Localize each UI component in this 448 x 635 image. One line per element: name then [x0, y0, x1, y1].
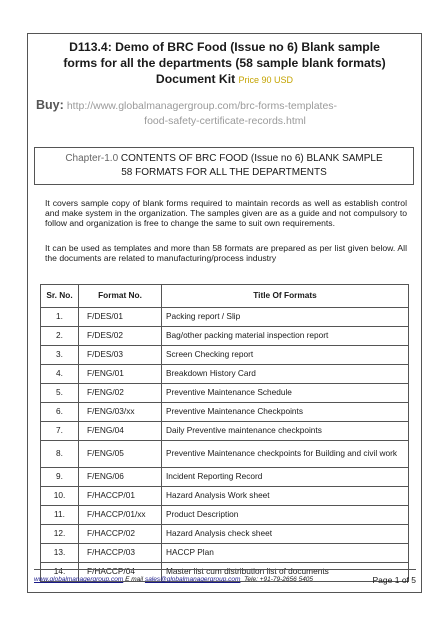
table-row	[41, 487, 409, 506]
cell-sr-no: 3.	[41, 346, 79, 365]
cell-sr-no: 10.	[41, 487, 79, 506]
cell-format-no: F/ENG/06	[79, 468, 162, 487]
cell-sr-no: 8.	[41, 441, 79, 468]
cell-format-no: F/ENG/01	[79, 365, 162, 384]
table-row	[41, 422, 409, 441]
table-row	[41, 468, 409, 487]
cell-format-no: F/HACCP/03	[79, 544, 162, 563]
buy-url-line-2[interactable]: food-safety-certificate-records.html	[144, 115, 306, 127]
cell-sr-no: 13.	[41, 544, 79, 563]
header-sr-no: Sr. No.	[41, 285, 79, 308]
table-row	[41, 544, 409, 563]
table-row	[41, 308, 409, 327]
cell-sr-no: 5.	[41, 384, 79, 403]
cell-sr-no: 14.	[41, 563, 79, 582]
cell-sr-no: 11.	[41, 506, 79, 525]
table-row	[41, 525, 409, 544]
chapter-heading-box	[34, 147, 414, 185]
cell-format-no: F/ENG/05	[79, 441, 162, 468]
cell-format-no: F/HACCP/02	[79, 525, 162, 544]
chapter-title-line-2: 58 FORMATS FOR ALL THE DEPARTMENTS	[121, 167, 327, 178]
cell-sr-no: 12.	[41, 525, 79, 544]
title-line-1: D113.4: Demo of BRC Food (Issue no 6) Blank sample	[69, 40, 380, 54]
cell-title: Breakdown History Card	[162, 365, 409, 384]
table-row	[41, 441, 409, 468]
table-row	[41, 403, 409, 422]
cell-format-no: F/DES/01	[79, 308, 162, 327]
title-line-2: forms for all the departments (58 sample blank formats)	[63, 56, 386, 70]
intro-paragraph-1: It covers sample copy of blank forms required to maintain records as well as establish control and make system in the organization. The samples given are as a guide and not compulsory to follow and organization is free to change the same to suit own requirements.	[45, 198, 407, 228]
footer-email-link[interactable]: sales@globalmanagergroup.com	[144, 576, 241, 583]
cell-sr-no: 7.	[41, 422, 79, 441]
table-body	[41, 308, 409, 582]
footer-telephone: Tele: +91-79-2656 5405	[244, 576, 314, 583]
buy-url-line-1[interactable]: http://www.globalmanagergroup.com/brc-forms-templates-	[66, 100, 338, 112]
cell-sr-no: 4.	[41, 365, 79, 384]
cell-title: Bag/other packing material inspection report	[162, 327, 409, 346]
cell-format-no: F/ENG/02	[79, 384, 162, 403]
cell-format-no: F/HACCP/04	[79, 563, 162, 582]
header-format-no: Format No.	[79, 285, 162, 308]
cell-title: Product Description	[162, 506, 409, 525]
cell-title: Incident Reporting Record	[162, 468, 409, 487]
buy-section	[36, 98, 414, 129]
title-line-3: Document Kit	[155, 72, 236, 86]
table-row	[41, 327, 409, 346]
table-row	[41, 506, 409, 525]
table-row	[41, 384, 409, 403]
price-tag: Price 90 USD	[238, 75, 294, 85]
cell-title: Screen Checking report	[162, 346, 409, 365]
footer-email-label: E mail	[125, 576, 144, 583]
intro-paragraph-2: It can be used as templates and more than 58 formats are prepared as per list given below. All the documents are related to manufacturing/process industry	[45, 243, 407, 263]
footer-website-link[interactable]: www.globalmanagergroup.com	[34, 576, 124, 583]
cell-format-no: F/HACCP/01/xx	[79, 506, 162, 525]
cell-sr-no: 1.	[41, 308, 79, 327]
cell-title: HACCP Plan	[162, 544, 409, 563]
cell-title: Packing report / Slip	[162, 308, 409, 327]
table-header-row	[41, 285, 409, 308]
page-footer	[34, 569, 416, 585]
cell-title: Preventive Maintenance Schedule	[162, 384, 409, 403]
cell-format-no: F/ENG/03/xx	[79, 403, 162, 422]
cell-sr-no: 9.	[41, 468, 79, 487]
cell-sr-no: 2.	[41, 327, 79, 346]
table-row	[41, 346, 409, 365]
cell-title: Preventive Maintenance Checkpoints	[162, 403, 409, 422]
formats-table	[40, 284, 409, 582]
cell-title: Preventive Maintenance checkpoints for Building and civil work	[162, 441, 409, 468]
cell-format-no: F/DES/03	[79, 346, 162, 365]
cell-format-no: F/HACCP/01	[79, 487, 162, 506]
buy-label: Buy:	[36, 98, 64, 112]
cell-format-no: F/ENG/04	[79, 422, 162, 441]
chapter-label: Chapter-1.0	[65, 153, 119, 164]
cell-title: Master list cum distribution list of documents	[162, 563, 409, 582]
cell-format-no: F/DES/02	[79, 327, 162, 346]
header-title: Title Of Formats	[162, 285, 409, 308]
cell-title: Daily Preventive maintenance checkpoints	[162, 422, 409, 441]
chapter-title-line-1: CONTENTS OF BRC FOOD (Issue no 6) BLANK SAMPLE	[120, 153, 383, 164]
document-page	[27, 33, 422, 593]
cell-title: Hazard Analysis check sheet	[162, 525, 409, 544]
page-number: Page 1 of 5	[372, 575, 416, 585]
table-row	[41, 365, 409, 384]
cell-title: Hazard Analysis Work sheet	[162, 487, 409, 506]
document-title	[28, 39, 421, 88]
cell-sr-no: 6.	[41, 403, 79, 422]
